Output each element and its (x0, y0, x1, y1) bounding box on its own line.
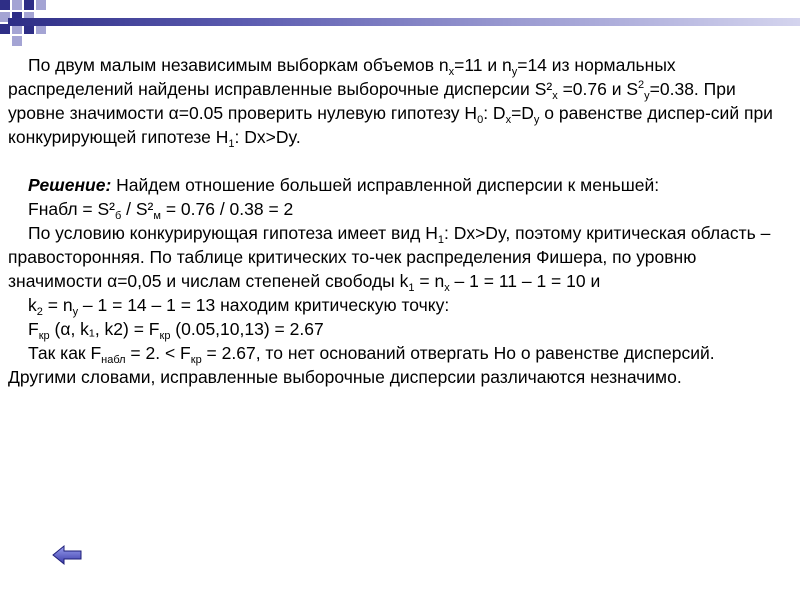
header-square (0, 0, 10, 10)
back-arrow-icon (52, 544, 82, 566)
problem-statement: По двум малым независимым выборкам объемов $n_x=11$ и $n_y=14$ из нормальных распределений найдены исправленные выборочные дисперсии $S^2_x =0.76$ и $S^2_y=0.38$. При уровне значимости α=0.05 проверить нулевую гипотезу $H_0$: $D_x=D_y$ о равенстве диспер-сий при конкурирующей гипотезе $H_1$: Dx>Dy. (8, 55, 773, 150)
paragraph-gap (8, 149, 784, 173)
header-square (12, 0, 22, 10)
degrees-of-freedom-k2: $k_2 = n_y - 1 = 14 - 1 = 13$ находим критическую точку: (28, 295, 450, 318)
solution-heading: Решение: Найдем отношение большей исправленной дисперсии к меньшей: (28, 175, 660, 195)
formula-f-observed: Fнабл = $S^2_б / S^2_м = 0.76 / 0.38 = 2$ (28, 199, 294, 222)
solution-conclusion: Так как $F_{набл} = 2$. < $F_{кр} = 2.67$, то нет оснований отвергать Ho о равенстве дисперсий. Другими словами, исправленные выборочные дисперсии различаются незначимо. (8, 343, 715, 387)
slide-body (8, 53, 784, 389)
header-gradient-band (8, 18, 800, 26)
formula-f-critical: $F_{кр}$ (α, k₁, $k2) = F_{кр}$ (0.05,10,13) = 2.67 (28, 319, 324, 342)
solution-label: Решение: (28, 175, 112, 195)
solution-paragraph-critical-region: По условию конкурирующая гипотеза имеет вид $H_1$: Dx>Dy, поэтому критическая область – правосторонняя. По таблице критических то-чек распределения Фишера, по уровню значимости α=0,05 и числам степеней свободы $k_1 = n_x - 1 = 11 - 1 = 10$ и (8, 223, 771, 294)
slide-header-decoration (0, 0, 800, 50)
back-arrow-button[interactable] (52, 544, 82, 566)
header-square (12, 36, 22, 46)
header-square (36, 0, 46, 10)
header-square (24, 0, 34, 10)
